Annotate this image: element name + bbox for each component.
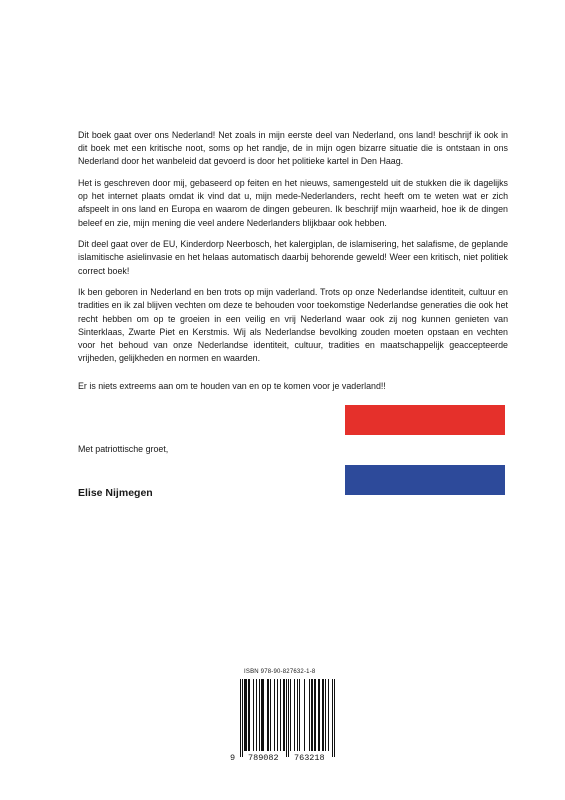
barcode-bar	[253, 679, 254, 751]
barcode-bar	[259, 679, 260, 751]
paragraph-topics: Dit deel gaat over de EU, Kinderdorp Neerbosch, het kalergiplan, de islamisering, het salafisme, de geplande islamitische asielinvasie en het helaas automatisch daarbij behorende geweld! Weer een kritisch, niet politiek correct boek!	[78, 239, 508, 276]
barcode-digit-first: 9	[230, 753, 236, 763]
barcode-bar	[248, 679, 249, 751]
barcode-bar	[284, 679, 285, 751]
barcode-bar	[246, 679, 247, 751]
dutch-flag-icon	[345, 405, 505, 495]
flag-band-white	[345, 435, 505, 465]
barcode-bar	[311, 679, 312, 751]
author-name: Elise Nijmegen	[78, 487, 153, 499]
barcode-bar	[299, 679, 300, 751]
barcode-bar	[262, 679, 263, 751]
barcode-bar	[297, 679, 298, 751]
barcode-bar	[315, 679, 316, 751]
barcode-bar	[312, 679, 313, 751]
barcode-bar	[244, 679, 245, 751]
barcode-bar	[249, 679, 250, 751]
barcode-bar	[318, 679, 319, 751]
barcode-bar	[309, 679, 310, 751]
barcode-bar	[240, 679, 241, 757]
barcode-bar	[328, 679, 329, 751]
barcode-bar	[319, 679, 320, 751]
barcode-bar	[261, 679, 262, 751]
flag-band-red	[345, 405, 505, 435]
blurb-text	[78, 129, 508, 374]
barcode-bar	[314, 679, 315, 751]
barcode-bar	[283, 679, 284, 751]
barcode-bar	[332, 679, 333, 757]
barcode-bar	[325, 679, 326, 751]
barcode-bar	[256, 679, 257, 751]
isbn-label: ISBN 978-90-827632-1-8	[244, 669, 316, 675]
closing-greeting: Met patriottische groet,	[78, 444, 169, 454]
barcode-bar	[290, 679, 291, 751]
barcode-bar	[322, 679, 323, 751]
barcode-digits-left: 789082	[248, 753, 279, 763]
barcode-bar	[274, 679, 275, 751]
barcode-bar	[288, 679, 289, 757]
paragraph-intro: Dit boek gaat over ons Nederland! Net zoals in mijn eerste deel van Nederland, ons land! beschrijf ik ook in dit boek met een kritische noot, soms op het randje, de in mijn ogen bizarre situatie die is ontstaan in ons Nederland door het wanbeleid dat gevoerd is door het politieke kartel in Den Haag.	[78, 130, 508, 167]
barcode-bar	[263, 679, 264, 751]
barcode-bars	[240, 679, 335, 757]
barcode-bar	[286, 679, 287, 757]
barcode-bar	[267, 679, 268, 751]
paragraph-patriotism: Ik ben geboren in Nederland en ben trots op mijn vaderland. Trots op onze Nederlandse identiteit, cultuur en tradities en ik zal blijven vechten om deze te behouden voor toekomstige Nederlandse generaties die ook het recht hebben om op te groeien in een veilig en vrij Nederland waar ook zij nog kunnen genieten van Sinterklaas, Zwarte Piet en Kerstmis. Wij als Nederlandse bevolking zouden moeten opstaan en vechten voor het behoud van onze Nederlandse identiteit, cultuur, tradities en maatschappelijk geaccepteerde vrijheden, gelijkheden en normen en waarden.	[78, 287, 508, 364]
barcode-bar	[268, 679, 269, 751]
barcode-bar	[334, 679, 335, 757]
barcode-digits-right: 763218	[294, 753, 325, 763]
slogan-text: Er is niets extreems aan om te houden van en op te komen voor je vaderland!!	[78, 381, 386, 391]
barcode-bar	[270, 679, 271, 751]
barcode-bar	[323, 679, 324, 751]
flag-band-blue	[345, 465, 505, 495]
barcode-bar	[280, 679, 281, 751]
isbn-barcode	[228, 669, 340, 775]
barcode-bar	[242, 679, 243, 757]
barcode-bar	[304, 679, 305, 751]
barcode-bar	[294, 679, 295, 751]
paragraph-sources: Het is geschreven door mij, gebaseerd op feiten en het nieuws, samengesteld uit de stukken die ik dagelijks op het internet plaats omdat ik vind dat u, mijn mede-Nederlanders, recht heeft om te weten wat er zich afspeelt in ons land en Europa en waarom de dingen gebeuren. Ik beschrijf mijn waarheid, hoe ik de dingen beleef en zie, mijn mening die veel andere Nederlanders blijkbaar ook hebben.	[78, 178, 508, 228]
barcode-bar	[245, 679, 246, 751]
barcode-bar	[277, 679, 278, 751]
